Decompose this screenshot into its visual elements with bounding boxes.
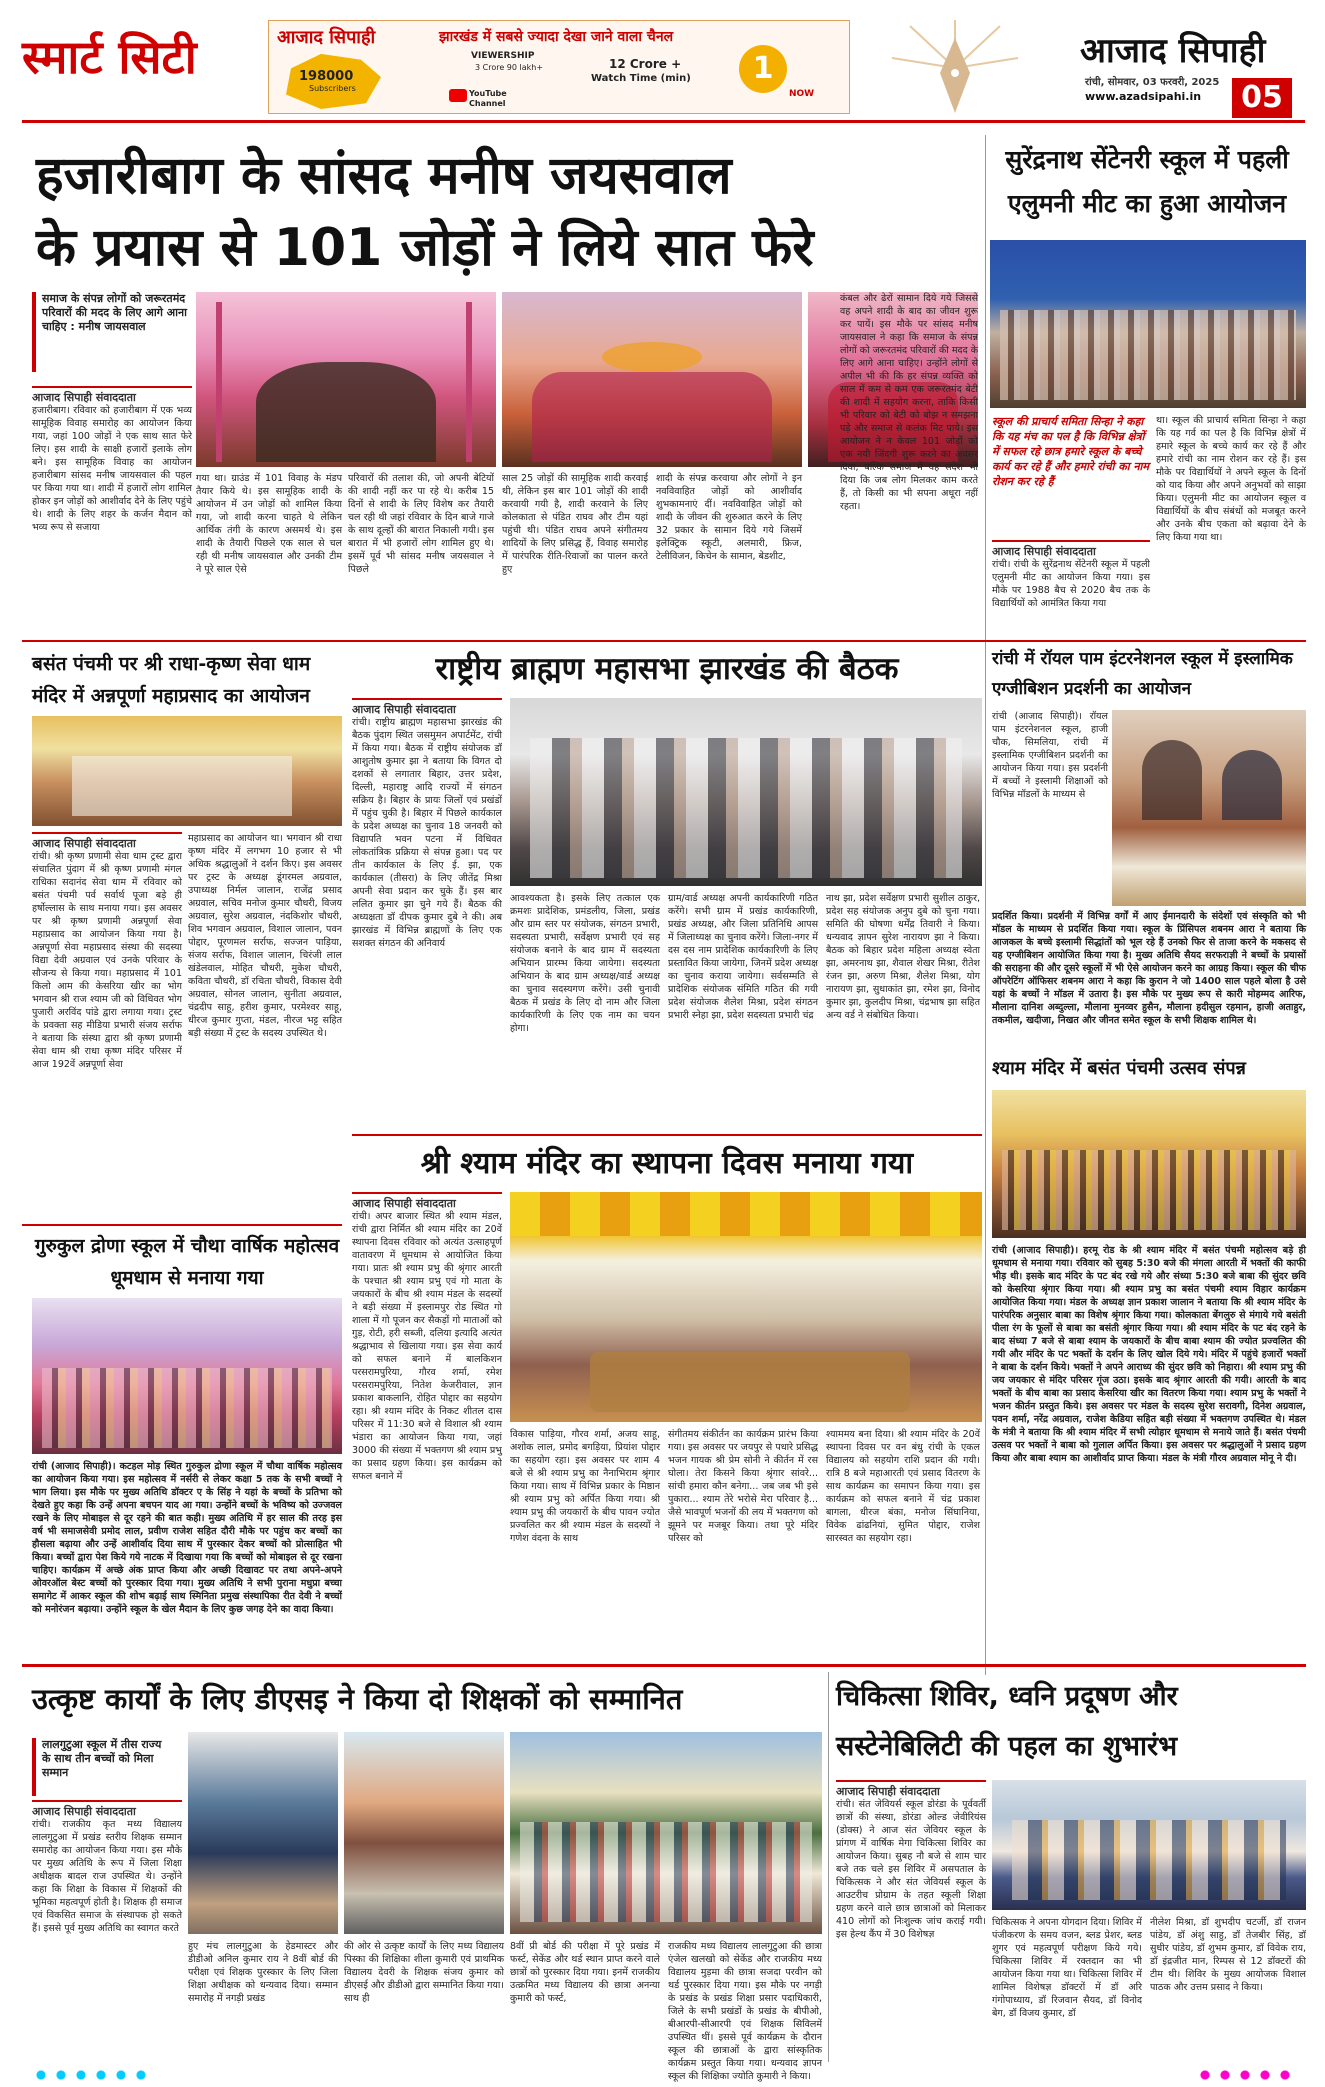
teacher-award-photo-2 bbox=[344, 1732, 504, 1934]
section-title: स्मार्ट सिटी bbox=[22, 30, 197, 84]
teacher-text-c: की ओर से उत्कृष्ट कार्यों के लिए मध्य विद्यालय पिस्का की शिक्षिका शीला कुमारी एवं प्राथमिक विद्यालय देवरी के शिक्षक संजय कुमार को डीएसई और डीडीओ द्वारा सम्मानित किया गया। साथ ही bbox=[344, 1941, 504, 2004]
shyam-text-d: श्याममय बना दिया। श्री श्याम मंदिर के 20वें स्थापना दिवस पर वन बंधु रांची के एकल विद्यालय को सहयोग राशि प्रदान की गयी। रात्रि 8 बजे महाआरती एवं प्रसाद वितरण के साथ कार्यक्रम का समापन किया गया। इस कार्यक्रम को सफल बनाने में चंद्र प्रकाश बागला, धीरज बंका, मनोज सिंघानिया, विवेक ढांढनियां, सुमित पोद्दार, राजेश सारस्वत का सहयोग रहा। bbox=[826, 1429, 980, 1544]
brahman-text-c: ग्राम/वार्ड अध्यक्ष अपनी कार्यकारिणी गठित करेंगे। सभी ग्राम में प्रखंड कार्यकारिणी, प्रखंड अध्यक्ष, और जिला प्रतिनिधि आपस में जिलाध्यक्ष का चुनाव करेंगे। जिला-नगर में दस दस नाम प्रादेशिक कार्यकारिणी के लिए प्रस्तावित किया जायेगा, जिनमें प्रदेश अध्यक्ष का चुनाव कराया जायेगा। सर्वसम्मति से प्रादेशिक संयोजक संमिति गठित की गयी प्रदेश संयोजक शैलेश मिश्रा, प्रदेश संगठन प्रभारी स्नेहा झा, प्रदेश सदस्यता प्रभारी चंद्र bbox=[668, 893, 818, 1021]
surendra-byline: आजाद सिपाही संवाददाता bbox=[992, 540, 1150, 559]
camp-headline-1: चिकित्सा शिविर, ध्वनि प्रदूषण और bbox=[836, 1681, 1178, 1712]
column-divider-bottom bbox=[828, 1672, 829, 2062]
basant-shyam-headline: श्याम मंदिर में बसंत पंचमी उत्सव संपन्न bbox=[992, 1058, 1246, 1079]
basant-headline: बसंत पंचमी पर श्री राधा-कृष्ण सेवा धाम मंदिर में अन्नपूर्णा महाप्रसाद का आयोजन bbox=[32, 653, 311, 707]
lead-column-5: शादी के संपन्न करवाया और लोगों ने इन नवविवाहित जोड़ों को आशीर्वाद शुभकामनाएं दीं। नवविवाहित जोड़ों को शादी के जीवन की शुरुआत करने के लिए 32 प्रकार के सामान दिये गये जिसमें इलेक्ट्रिक स्कूटी, अलमारी, फ्रिज, टेलीविजन, किचेन के सामान, बेडशीट, bbox=[656, 473, 802, 562]
ad-watch-value: 12 Crore + bbox=[609, 57, 682, 71]
ad-subscribers: 198000 bbox=[299, 69, 354, 84]
brahman-text-a: रांची। राष्ट्रीय ब्राह्मण महासभा झारखंड की बैठक पुंदाग स्थित जसमुमन अपार्टमेंट, रांची में किया गया। बैठक में राष्ट्रीय संयोजक डॉ आशुतोष कुमार झा ने बताया कि विगत दो दशकों से लगातार बिहार, उत्तर प्रदेश, दिल्ली, महाराष्ट्र आदि राज्यों में संगठन सक्रिय है। बिहार के प्रायः जिलों एवं प्रखंडों में पहुंच चुकी है। बिहार में पिछले कार्यकाल के प्रदेश अध्यक्ष का चुनाव 18 जनवरी को विद्यापति भवन पटना में विधिवत लोकतांत्रिक प्रक्रिया से संपन्न हुआ। पद पर तीन कार्यकाल के लिए ई. झा, एक कार्यकाल (तीसरा) के लिए जीतेंद्र मिश्रा अपनी सेवा प्रदान कर चुके हैं। इस बार ललित कुमार झा चुने गये हैं। बैठक की अध्यक्षता डॉ दीपक कुमार दुबे ने की। अब झारखंड में विभिन्न ब्राह्मणों के लिए एक सशक्त संगठन की अनिवार्य bbox=[352, 717, 502, 949]
alumni-group-photo bbox=[990, 240, 1306, 408]
royal-headline: रांची में रॉयल पाम इंटरनेशनल स्कूल में इस्लामिक एग्जीबिशन प्रदर्शनी का आयोजन bbox=[992, 649, 1293, 699]
rank-badge: 1 bbox=[739, 45, 787, 93]
teacher-pull-quote: लालगुटुआ स्कूल में तीस राज्य के साथ तीन बच्चों को मिला सम्मान bbox=[32, 1738, 172, 1796]
teacher-text-d: 8वीं प्री बोर्ड की परीक्षा में पूरे प्रखंड में फर्स्ट, सेकेंड और थर्ड स्थान प्राप्त करने वाले छात्रों को पुरस्कार दिया गया। इनमें राजकीय उत्क्रमित मध्य विद्यालय की छात्रा अनन्या कुमारी को फर्स्ट, bbox=[510, 1941, 660, 2004]
shyam-mandir-crowd-photo bbox=[992, 1090, 1306, 1238]
brahman-text-b: आवश्यकता है। इसके लिए तत्काल एक क्रमशः प्रादेशिक, प्रमंडलीय, जिला, प्रखंड और ग्राम स्तर पर संयोजक, संगठन प्रभारी, सदस्यता प्रभारी, सर्वेक्षण प्रभारी एवं सह संयोजक बनाने के बाद ग्राम में सदस्यता अभियान प्रारम्भ किया जायेगा। सदस्यता अभियान के बाद ग्राम अध्यक्ष/वार्ड अध्यक्ष का चुनाव सदस्यगण करेंगे। उसी चुनावी बैठक में प्रखंड के लिए दो नाम और जिला कार्यकारिणी के लिए एक नाम का चयन होगा। bbox=[510, 893, 660, 1034]
ad-watch-label: Watch Time (min) bbox=[591, 73, 691, 84]
section-rule-2 bbox=[22, 1224, 342, 1226]
basant-text-b: महाप्रसाद का आयोजन था। भगवान श्री राधा कृष्ण मंदिर में लगभग 10 हजार से भी अधिक श्रद्धालुओं ने दर्शन किए। इस अवसर पर ट्रस्ट के अध्यक्ष डूंगरमल अग्रवाल, उपाध्यक्ष निर्मल जालान, राजेंद्र प्रसाद अग्रवाल, सचिव मनोज कुमार चौधरी, विजय अग्रवाल, सुरेश अग्रवाल, नंदकिशोर चौधरी, शिव भगवान अग्रवाल, विशाल जालान, पवन पोद्दार, पूरणमल सर्राफ, सज्जन पाड़िया, संजय सर्राफ, विशाल जालान, चिरंजी लाल खंडेलवाल, मोहित चौधरी, मुकेश चौधरी, कविता चौधरी, डॉ रचिता चौधरी, विकास देवी अग्रवाल, सोनल जालान, सुनीता अग्रवाल, चंद्रदीप साहू, हरीश कुमार, परमेश्वर साहू, धीरज कुमार गुप्ता, मंडल, नीरज भट्ट सहित बड़ी संख्या में ट्रस्ट के सदस्य उपस्थित थे। bbox=[188, 833, 342, 1039]
lead-pull-quote: समाज के संपन्न लोगों को जरूरतमंद परिवारों की मदद के लिए आगे आना चाहिए : मनीष जायसवाल bbox=[32, 292, 192, 372]
shyam-text-c: संगीतमय संकीर्तन का कार्यक्रम प्रारंभ किया गया। इस अवसर पर जयपुर से पधारे प्रसिद्ध भजन गायक श्री प्रेम सोनी ने कीर्तन में रस घोला। तेरा किसने किया श्रृंगार सांवरे... सांची हमारा कौन बनेगा... जब जब भी इसे पुकारा... श्याम तेरे भरोसे मेरा परिवार है... जैसे भावपूर्ण भजनों की लय में भक्तगण को झूमने पर मजबूर किया। तथा पूरे मंदिर परिसर को bbox=[668, 1429, 818, 1544]
section-rule-4 bbox=[22, 1664, 1306, 1667]
lead-column-1: हजारीबाग। रविवार को हजारीबाग में एक भव्य सामूहिक विवाह समारोह का आयोजन किया गया, जहां 100 जोड़ों ने एक साथ सात फेरे लिए। इस शादी के साक्षी हजारों इलाके लोग बने। इस सामूहिक विवाह का आयोजन हजारीबाग सांसद मनीष जायसवाल की पहल पर किया गया था। शादी में हजारों लोग शामिल होकर इन जोड़ों को आशीर्वाद देने के लिए पहुंचे थे। शादी के लिए शहर के कर्जन मैदान को भव्य रूप से सजाया bbox=[32, 405, 192, 533]
ad-now: NOW bbox=[789, 89, 815, 99]
paper-name: आजाद सिपाही bbox=[1080, 31, 1266, 71]
brahman-meeting-photo bbox=[510, 698, 982, 886]
teacher-text-e-col: राजकीय मध्य विद्यालय लालगुटुआ की छात्रा एंजेल खलखो को सेकेंड और राजकीय मध्य विद्यालय मुड़मा की छात्रा सजदा परवीन को थर्ड पुरस्कार दिया गया। इस मौके पर नगड़ी के प्रखंड के प्रखंड शिक्षा प्रसार पदाधिकारी, जिले के सभी प्रखंडों के प्रखंड के बीपीओ, बीआरपी-सीआरपी एवं शिक्षक सिविलमें उपस्थित थीं। इससे पूर्व कार्यक्रम के दौरान स्कूल की छात्राओं के द्वारा सांस्कृतिक कार्यक्रम प्रस्तुत किया गया। धन्यवाद ज्ञापन स्कूल की शिक्षिका ज्योति कुमारी ने किया। bbox=[668, 1941, 822, 2082]
lead-column-4: साल 25 जोड़ों की सामूहिक शादी करवाई थी, लेकिन इस बार 101 जोड़ों की शादी करवायी गयी है, शादी करवाने के लिए कोलकाता से पंडित राघव और टीम यहां पहुंची थी। पंडित राघव अपने संगीतमय शादियों के लिए प्रसिद्ध हैं, विवाह समारोह में पारंपरिक रीति-रिवाजों का पालन करते हुए bbox=[502, 473, 648, 575]
registration-dots-right bbox=[1200, 2070, 1300, 2080]
page-number: 05 bbox=[1232, 78, 1292, 118]
lead-column-2: गया था। ग्राउंड में 101 विवाह के मंडप तैयार किये थे। इस सामूहिक शादी के आयोजन में उन जोड़ों को शामिल किया गया, जो शादी करना चाहते थे लेकिन आर्थिक तंगी के कारण असमर्थ थे। इस शादी के तैयारी पिछले एक साल से चल रही थी मनीष जायसवाल और उनकी टीम ने पूरे साल ऐसे bbox=[196, 473, 342, 575]
ad-subscribers-label: Subscribers bbox=[309, 84, 356, 93]
camp-headline-2: सस्टेनेबिलिटी की पहल का शुभारंभ bbox=[836, 1731, 1178, 1762]
mahaprasad-photo bbox=[32, 716, 342, 826]
gurukul-text: रांची (आजाद सिपाही)। कटहल मोड़ स्थित गुरुकुल द्रोणा स्कूल में चौथा वार्षिक महोत्सव का आयोजन किया गया। इस महोत्सव में नर्सरी से लेकर कक्षा 5 तक के सभी बच्चों ने भाग लिया। इस मौके पर मुख्य अतिथि डॉक्टर ए के सिंह ने यहां के बच्चों के प्रतिभा को देखते हुए कहा कि उन्हें अपना बचपन याद आ गया। उन्होंने बच्चों के भविष्य को उज्जवल रखने के लिए मोबाइल से दूर रहने की बात कही। मुख्य अतिथि में हर साल की तरह इस वर्ष भी समाजसेवी प्रमोद लाल, प्रवीण राजेश सहित दौरी मौके पर पहुंच कर बच्चों का हौसला बढ़ाया और उन्हें आशीर्वाद दिया साथ में पुरस्कार देकर बच्चों को प्रोत्साहित भी किया। बच्चों द्वारा पेश किये गये नाटक में दिखाया गया कि बच्चों को मोबाइल से दूर रखना चाहिए। कार्यक्रम में अच्छे अंक प्राप्त किया और अच्छी दिखावट पर तथा अपने-अपने ओवरऑल बेस्ट बच्चों को पुरस्कार दिया गया। मुख्य अतिथि ने सभी पुराना मधुप्रा बच्चा समागेट में आकर स्कूल की शोभ बढ़ाई साथ स्मिनिता प्रमुख संस्थापिका रीत देवी ने बच्चों को मनोरंजन बढ़ाया। उन्होंने स्कूल के खेल मैदान के लिए कुछ जगह देने का वादा किया। bbox=[32, 1461, 342, 1615]
section-rule-3 bbox=[352, 1134, 982, 1136]
dateline: रांची, सोमवार, 03 फरवरी, 2025 bbox=[1085, 77, 1220, 88]
shyam-byline: आजाद सिपाही संवाददाता bbox=[352, 1192, 502, 1211]
basant-shyam-text: रांची (आजाद सिपाही)। हरमू रोड के श्री श्याम मंदिर में बसंत पंचमी महोत्सव बड़े ही धूमधाम से मनाया गया। रविवार को सुबह 5:30 बजे की मंगला आरती में भक्तों की काफी भीड़ थी। इसके बाद मंदिर के पट बंद रखे गये और संध्या 5:30 बजे बाबा की सुंदर छवि को केसरिया श्रृंगार किया गया। श्री श्याम प्रभु का बसंत पंचमी श्याम विहार कार्यक्रम आयोजित किया गया। मंडल के अध्यक्ष ज्ञान प्रकाश जालान ने बताया कि श्री श्याम मंदिर के पारंपरिक अनुसार बाबा का विशेष श्रृंगार किया गया। कोलकाता बेंगलुरु से मंगाये गये बसंती पीला रंग के फूलों से बाबा का बसंती श्रृंगार किया गया। श्री श्याम मंदिर के पट बंद रहने के बाद संध्या 7 बजे से बाबा श्याम के जयकारों के बीच बाबा श्याम की ज्योत प्रज्वलित की गयी और मंदिर के पट भक्तों के दर्शन के लिए खोल दिये गये। मंदिर में पहुंचे हजारों भक्तों ने बाबा के दर्शन किये। भक्तों ने अपने आराध्य की सुंदर छवि को निहारा। श्री श्याम प्रभु की जय जयकार से मंदिर परिसर गूंज उठा। इसके बाद श्रृंगार आरती की गयी। आरती के बाद भक्तों के बीच बाबा का प्रसाद केसरिया खीर का वितरण किया गया। श्याम प्रभु के भक्तों ने भजन कीर्तन प्रस्तुत किये। इस अवसर पर मंडल के सदस्य सुरेश सरावगी, दिनेश अग्रवाल, पवन शर्मा, नरेंद्र अग्रवाल, राजेश केडिया सहित बड़ी संख्या में भक्तगण उपस्थित थे। मंडल के मंत्री ने बताया कि श्री श्याम मंदिर में सभी त्योहार धूमधाम से मनाये जाते हैं। बसंत पंचमी उत्सव पर भक्तों ने बाबा को गुलाल अर्पित किया। इस अवसर पर श्रद्धालुओं ने प्रसाद ग्रहण किया और बाबा श्याम का आशीर्वाद प्राप्त किया। मंडल के मंत्री गौरव अग्रवाल मोनू ने दी। bbox=[992, 1245, 1306, 1464]
lead-column-3: परिवारों की तलाश की, जो अपनी बेटियों की शादी नहीं कर पा रहे थे। करीब 15 दिनों से शादी के लिए विशेष कर तैयारी चल रही थी जहां रविवार के दिन बाजे गाजे के साथ दूल्हों की बारात निकाली गयी। इस बारात में भी हजारों लोग शामिल हुए थे। इसमें पूर्व भी सांसद मनीष जयसवाल ने पिछले bbox=[348, 473, 494, 575]
camp-text-a: रांची। संत जेवियर्स स्कूल डोरंडा के पूर्ववर्ती छात्रों की संस्था, डोरंडा ओल्ड जेवीरियंस (डोक्स) ने आज संत जेवियर स्कूल के प्रांगण में वार्षिक मेगा चिकित्सा शिविर का आयोजन किया। सुबह नौ बजे से शाम चार बजे तक चले इस शिविर में असपताल के चिकित्सक ने और संत जेवियर्स स्कूल के आउटरीच प्रोग्राम के तहत स्कूली शिक्षा ग्रहण करने वाले छात्र छात्राओं को मिलाकर 410 लोगों को निःशुल्क जांच कराई गयी। इस हेल्थ कैंप में 30 विशेषज्ञ bbox=[836, 1799, 986, 1940]
ad-viewership-label: VIEWERSHIP bbox=[471, 51, 535, 61]
gurukul-headline: गुरुकुल द्रोणा स्कूल में चौथा वार्षिक महोत्सव धूमधाम से मनाया गया bbox=[34, 1235, 340, 1289]
medical-camp-photo bbox=[992, 1780, 1306, 1910]
royal-text-b: प्रदर्शित किया। प्रदर्शनी में विभिन्न वर्गों में आए ईमानदारी के संदेशों एवं संस्कृति को भी मॉडल के माध्यम से प्रदर्शित किया गया। स्कूल के प्रिंसिपल शबनम आरा ने बताया कि आजकल के बच्चे इस्लामी सिद्धांतों को भूल रहे हैं उनको फिर से ताजा करने के मकसद से यह एग्जीबिशन आयोजित किया गया है। मुख्य अतिथि सैयद सरफराज्ञी ने बच्चों के प्रयासों की सराहना की और दूसरे स्कूलों में भी ऐसे आयोजन करने का आग्रह किया। स्कूल की चीफ ऑपरेटिंग ऑफिसर शबनम आरा ने कहा कि कुरान ने जो 1400 साल पहले बोला है उसे यहां के बच्चों ने मॉडल में उतारा है। इस मौके पर मुख्य रूप से कारी मोहम्मद आरिफ, मौलाना दानिश अब्दुल्ला, मौलाना मुनव्वर हुसैन, मौलाना हदीसुल रहमान, हाजी अताहुर, तकमील, खदीजा, निखत और जीनत समेत स्कूल के सभी शिक्षक शामिल थे। bbox=[992, 911, 1306, 1026]
teacher-award-photo-3 bbox=[510, 1732, 822, 1934]
camp-text-b: चिकित्सक ने अपना योगदान दिया। शिविर में पंजीकरण के समय वजन, ब्लड प्रेशर, ब्लड शुगर एवं महत्वपूर्ण परीक्षण किये गये। चिकित्सा शिविर में रक्तदान का भी आयोजन किया गया था। चिकित्सा शिविर में शामिल विशेषज्ञ डॉक्टरों में डॉ अरि गंगोपाध्याय, डॉ रिजवान सैयद, डॉ विनोद बेग, डॉ विजय कुमार, डॉ bbox=[992, 1917, 1142, 2019]
shyam-headline: श्री श्याम मंदिर का स्थापना दिवस मनाया गया bbox=[420, 1146, 914, 1181]
wedding-photo-2 bbox=[502, 292, 802, 467]
lead-headline-2: के प्रयास से 101 जोड़ों ने लिये सात फेरे bbox=[36, 218, 814, 278]
surendra-pull-quote: स्कूल की प्राचार्य समिता सिन्हा ने कहा कि यह मंच का पल है कि विभिन्न क्षेत्रों में सफल रहे छात्र हमारे स्कूल के बच्चे कार्य कर रहे हैं और हमारे रांची का नाम रोशन कर रहे हैं bbox=[992, 415, 1149, 488]
ad-viewership-value: 3 Crore 90 lakh+ bbox=[475, 63, 544, 72]
masthead-rule bbox=[22, 120, 1305, 123]
teacher-award-photo-1 bbox=[188, 1732, 338, 1934]
surendra-text-a: रांची। रांची के सुरेंद्रनाथ सेंटेनरी स्कूल में पहली एलुमनी मीट का आयोजन किया गया। इस मौके पर 1988 बैच से 2020 बैच तक के विद्यार्थियों को आमंत्रित किया गया bbox=[992, 559, 1150, 609]
teacher-headline: उत्कृष्ट कार्यों के लिए डीएसइ ने किया दो शिक्षकों को सम्मानित bbox=[32, 1682, 683, 1716]
brahman-text-d: नाथ झा, प्रदेश सर्वेक्षण प्रभारी सुशील ठाकुर, प्रदेश सह संयोजक अनुप दुबे को चुना गया। समिति की घोषणा धर्मेंद्र तिवारी ने किया। धन्यवाद ज्ञापन सुरेश नारायण झा ने किया। बैठक को बिहार प्रदेश महिला अध्यक्ष स्वेता झा, अमरनाथ झा, शैवाल शेखर मिश्रा, रीतेश रंजन झा, अरुण मिश्रा, शैलेश मिश्रा, योग नारायण झा, सुधाकांत झा, रमेश झा, विनोद कुमार झा, कुलदीप मिश्रा, चंद्रभाष झा सहित अन्य वर्ड ने संबोधित किया। bbox=[826, 893, 980, 1021]
teacher-text-a: रांची। राजकीय कृत मध्य विद्यालय लालगुटुआ में प्रखंड स्तरीय शिक्षक सम्मान समारोह का आयोजन किया गया। इस मौके पर मुख्य अतिथि के रूप में जिला शिक्षा अधीक्षक बादल राज उपस्थित थे। उन्होंने कहा कि शिक्षा के विकास में शिक्षकों की भूमिका महत्वपूर्ण होती है। शिक्षक ही समाज एवं विकसित समाज के संस्थापक हो सकते हैं। इससे पूर्व मुख्य अतिथि का स्वागत करते bbox=[32, 1819, 182, 1934]
royal-text-a: रांची (आजाद सिपाही)। रॉयल पाम इंटरनेशनल स्कूल, हाजी चौक, सिमलिया, रांची में इस्लामिक एग्जीबिशन प्रदर्शनी का आयोजन किया गया। इस प्रदर्शनी में बच्चों ने इस्लामी शिक्षाओं को विभिन्न मॉडलों के माध्यम से bbox=[992, 711, 1108, 800]
basant-byline: आजाद सिपाही संवाददाता bbox=[32, 832, 182, 851]
ad-brand: आजाद सिपाही bbox=[277, 27, 376, 48]
pen-nib-logo-icon bbox=[890, 18, 1020, 118]
youtube-icon bbox=[449, 89, 467, 102]
basant-text-a: रांची। श्री कृष्ण प्रणामी सेवा धाम ट्रस्ट द्वारा संचालित पुंदाग में श्री कृष्ण प्रणामी मंगल राधिका सदानंद सेवा धाम में रविवार को बसंत पंचमी पर्व सर्वार्थ पूजा बड़े ही हर्षोल्लास के साथ मनाया गया। इस अवसर पर श्री कृष्ण प्रणामी अन्नपूर्णा सेवा महाप्रसाद का आयोजन किया गया है। अन्नपूर्णा सेवा महाप्रसाद संस्था की सदस्या विद्या देवी अग्रवाल एवं उनके परिवार के सौजन्य से किया गया। महाप्रसाद में 101 किलो आम की केसरिया खीर का भोग भगवान श्री राज श्याम जी को विधिवत भोग पुजारी अरविंद पांडे द्वारा लगाया गया। ट्रस्ट के प्रवक्ता सह मीडिया प्रभारी संजय सर्राफ ने बताया कि संस्था द्वारा श्री कृष्ण प्रणामी सेवा धाम श्री राधा कृष्ण मंदिर परिसर में आज 192वें अन्नपूर्णा सेवा bbox=[32, 851, 182, 1070]
shyam-text-b: विकास पाड़िया, गौरव शर्मा, अजय साहू, अशोक लाल, प्रमोद बगड़िया, प्रियांश पोद्दार का सहयोग रहा। इस अवसर पर शाम 4 बजे से श्री श्याम प्रभु का नैनाभिराम श्रृंगार किया गया। साथ में विभिन्न प्रकार के मिष्ठान श्री श्याम प्रभु को अर्पित किया गया। श्री श्याम प्रभु की जयकारों के बीच पावन ज्योत प्रज्वलित कर श्री श्याम मंडल के सदस्यों ने गणेश वंदना के साथ bbox=[510, 1429, 660, 1544]
teacher-byline: आजाद सिपाही संवाददाता bbox=[32, 1800, 182, 1819]
registration-dots-left bbox=[36, 2070, 156, 2080]
column-divider bbox=[985, 135, 986, 1675]
camp-text-c: नीलेश मिश्रा, डॉ शुभदीप चटर्जी, डॉ राजन पांडेय, डॉ अंशु साहु, डॉ तेजबीर सिंह, डॉ सुधीर पांडेय, डॉ शुभम कुमार, डॉ विवेक राय, डॉ इंद्रजीत मान, रिम्पस से 12 डॉक्टरों की टीम थी। शिविर के मुख्य आयोजक विशाल पाठक और उत्तम प्रसाद ने किया। bbox=[1150, 1917, 1306, 1993]
gurukul-students-photo bbox=[32, 1298, 342, 1454]
lead-byline: आजाद सिपाही संवाददाता bbox=[32, 386, 192, 405]
channel-ad-banner bbox=[268, 20, 850, 114]
ad-tagline: झारखंड में सबसे ज्यादा देखा जाने वाला चैनल bbox=[439, 29, 674, 45]
ad-channel: YouTube Channel bbox=[469, 89, 507, 108]
lead-column-6: कंबल और ढेरों सामान दिये गये जिससे वह अपने शादी के बाद का जीवन शुरू कर पायें। इस मौके पर सांसद मनीष जायसवाल ने कहा कि समाज के संपन्न लोगों को जरूरतमंद परिवारों की मदद के लिए आगे आना चाहिए। उन्होंने लोगों से अपील भी की कि हर संपन्न व्यक्ति को साल में कम से कम एक जरूरतमंद बेटी की शादी में सहयोग करना, ताकि किसी भी परिवार को बेटी को बोझ न समझना पड़े और समाज से कलंक मिट पाये। इस आयोजन ने न केवल 101 जोड़ों को एक नयी जिंदगी शुरू करने का अवसर दिया, बल्कि समाज में यह संदेश भी दिया कि जब लोग मिलकर काम करते हैं, तो किसी का भी सपना अधूरा नहीं रहता। bbox=[840, 293, 978, 512]
shyam-text-a: रांची। अपर बाजार स्थित श्री श्याम मंडल, रांची द्वारा निर्मित श्री श्याम मंदिर का 20वें स्थापना दिवस रविवार को अत्यंत उत्साहपूर्ण वातावरण में धूमधाम से आयोजित किया गया। प्रातः श्री श्याम प्रभु की श्रृंगार आरती के पश्चात श्री श्याम प्रभु एवं गो माता के जयकारों के बीच श्री श्याम मंडल के सदस्यों ने बड़ी संख्या में इस्लामपुर रोड स्थित गो शाला में गो पूजन कर सैकड़ों गो माताओं को गुड़, रोटी, हरी सब्जी, दलिया इत्यादि अत्यंत श्रद्धाभाव से खिलाया गया। इस सेवा कार्य को सफल बनाने में बालकिशन परसरामपुरिया, गौरव शर्मा, रमेश परसरामपुरिया, नितेश केजरीवाल, ज्ञान प्रकाश बाकलानि, रोहित पोद्दार का सहयोग रहा। श्री श्याम मंदिर के निकट शीतल दास परिसर में 11:30 बजे से विशाल श्री श्याम भंडारा का आयोजन किया गया, जहां 3000 की संख्या में भक्तगण श्री श्याम प्रभु का प्रसाद ग्रहण किया। इस कार्यक्रम को सफल बनाने में bbox=[352, 1211, 502, 1482]
lead-headline-1: हजारीबाग के सांसद मनीष जयसवाल bbox=[36, 146, 732, 206]
shyam-bhandara-photo bbox=[510, 1192, 982, 1422]
camp-byline: आजाद सिपाही संवाददाता bbox=[836, 1780, 986, 1799]
website: www.azadsipahi.in bbox=[1085, 90, 1202, 103]
exhibition-photo bbox=[1112, 710, 1306, 906]
surendra-headline: सुरेंद्रनाथ सेंटेनरी स्कूल में पहली एलुमनी मीट का हुआ आयोजन bbox=[1005, 145, 1289, 218]
brahman-headline: राष्ट्रीय ब्राह्मण महासभा झारखंड की बैठक bbox=[435, 651, 899, 687]
section-rule-1 bbox=[22, 640, 1306, 642]
surendra-text-b: था। स्कूल की प्राचार्य समिता सिन्हा ने कहा कि यह गर्व का पल है कि विभिन्न क्षेत्रों में हमारे स्कूल के बच्चे कार्य कर रहे हैं और हमारे रांची का नाम रोशन कर रहे हैं। इस मौके पर विद्यार्थियों ने अपने स्कूल के दिनों को याद किया और अपने अनुभवों को साझा किया। एलुमनी मीट का आयोजन स्कूल व विद्यार्थियों के बीच संबंधों को मजबूत करने और उनके बीच एकता को बढ़ावा देने के लिए किया गया था। bbox=[1156, 415, 1306, 543]
brahman-byline: आजाद सिपाही संवाददाता bbox=[352, 698, 502, 717]
teacher-text-b: हुए मंच लालगुटुआ के हेडमास्टर और डीडीओ अनिल कुमार राय ने 8वीं बोर्ड की परीक्षा एवं शिक्षक पुरस्कार के लिए जिला शिक्षा अधीक्षक को धन्यवाद दिया। सम्मान समारोह में नगड़ी प्रखंड bbox=[188, 1941, 338, 2004]
wedding-photo-1 bbox=[196, 292, 496, 467]
